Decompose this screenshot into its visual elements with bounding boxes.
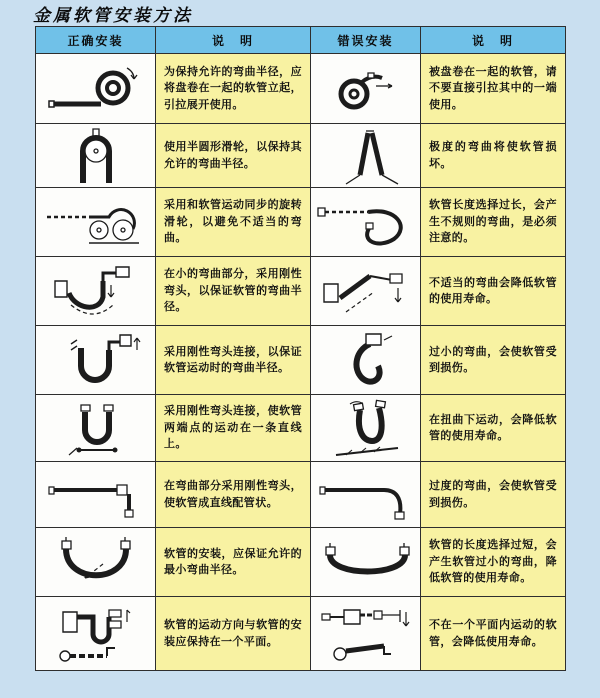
wrong-illustration-cell	[311, 54, 421, 124]
correct-illustration-cell	[36, 54, 156, 124]
correct-description: 为保持允许的弯曲半径，应将盘卷在一起的软管立起，引拉展开使用。	[156, 54, 311, 124]
semicircular-pulley-icon	[41, 127, 151, 185]
coil-pulled-by-one-end-icon	[316, 60, 416, 118]
wrong-illustration-cell	[311, 597, 421, 671]
correct-description: 软管的运动方向与软管的安装应保持在一个平面。	[156, 597, 311, 671]
wrong-description: 不在一个平面内运动的软管，会降低使用寿命。	[421, 597, 566, 671]
out-of-plane-motion-icon	[316, 602, 416, 666]
table-row	[36, 257, 566, 326]
header-correct-install: 正确安装	[36, 27, 156, 54]
rigid-elbow-connection-u-icon	[41, 330, 151, 390]
correct-illustration-cell	[36, 326, 156, 395]
wrong-description: 极度的弯曲将使软管损坏。	[421, 124, 566, 188]
header-description-right: 说 明	[421, 27, 566, 54]
straight-piping-rigid-elbow-icon	[41, 466, 151, 524]
twisted-motion-u-bend-icon	[316, 398, 416, 458]
too-small-bend-hook-icon	[316, 330, 416, 390]
wrong-illustration-cell	[311, 395, 421, 462]
wrong-description: 软管的长度选择过短，会产生软管过小的弯曲，降低软管的使用寿命。	[421, 528, 566, 597]
wrong-illustration-cell	[311, 462, 421, 528]
page-title: 金属软管安装方法	[33, 6, 193, 25]
wrong-description: 在扭曲下运动，会降低软管的使用寿命。	[421, 395, 566, 462]
table-row	[36, 188, 566, 257]
wrong-illustration-cell	[311, 528, 421, 597]
table-row	[36, 462, 566, 528]
rigid-elbow-small-bend-icon	[41, 261, 151, 321]
synchronized-rotating-pulleys-icon	[41, 193, 151, 251]
excessive-droop-bend-icon	[316, 466, 416, 524]
correct-illustration-cell	[36, 462, 156, 528]
wrong-illustration-cell	[311, 188, 421, 257]
wrong-illustration-cell	[311, 257, 421, 326]
wrong-illustration-cell	[311, 124, 421, 188]
correct-illustration-cell	[36, 257, 156, 326]
table-row	[36, 395, 566, 462]
wrong-illustration-cell	[311, 326, 421, 395]
same-plane-motion-trap-icon	[41, 602, 151, 666]
extreme-sharp-bend-icon	[316, 127, 416, 185]
correct-description: 使用半圆形滑轮，以保持其允许的弯曲半径。	[156, 124, 311, 188]
too-short-hose-shallow-u-icon	[316, 533, 416, 591]
minimum-bend-radius-u-icon	[41, 532, 151, 592]
correct-description: 在弯曲部分采用刚性弯头，使软管成直线配管状。	[156, 462, 311, 528]
header-wrong-install: 错误安装	[311, 27, 421, 54]
improper-sharp-bend-icon	[316, 262, 416, 320]
correct-description: 在小的弯曲部分，采用刚性弯头，以保证软管的弯曲半径。	[156, 257, 311, 326]
coiled-hose-stood-up-icon	[41, 60, 151, 118]
correct-illustration-cell	[36, 597, 156, 671]
wrong-description: 过度的弯曲，会使软管受到损伤。	[421, 462, 566, 528]
correct-description: 软管的安装，应保证允许的最小弯曲半径。	[156, 528, 311, 597]
table-row	[36, 124, 566, 188]
wrong-description: 被盘卷在一起的软管，请不要直接引拉其中的一端使用。	[421, 54, 566, 124]
table-row	[36, 597, 566, 671]
correct-illustration-cell	[36, 188, 156, 257]
correct-illustration-cell	[36, 528, 156, 597]
table-row	[36, 326, 566, 395]
installation-table	[35, 26, 566, 671]
correct-illustration-cell	[36, 124, 156, 188]
table-row	[36, 54, 566, 124]
correct-description: 采用刚性弯头连接，以保证软管运动时的弯曲半径。	[156, 326, 311, 395]
header-description-left: 说 明	[156, 27, 311, 54]
correct-illustration-cell	[36, 395, 156, 462]
wrong-description: 软管长度选择过长，会产生不规则的弯曲，是必须注意的。	[421, 188, 566, 257]
correct-description: 采用和软管运动同步的旋转滑轮，以避免不适当的弯曲。	[156, 188, 311, 257]
wrong-description: 不适当的弯曲会降低软管的使用寿命。	[421, 257, 566, 326]
wrong-description: 过小的弯曲，会使软管受到损伤。	[421, 326, 566, 395]
inline-motion-u-bend-icon	[41, 398, 151, 458]
header-row	[36, 27, 566, 54]
table-row	[36, 528, 566, 597]
excess-length-irregular-bend-icon	[316, 193, 416, 251]
correct-description: 采用刚性弯头连接，使软管两端点的运动在一条直线上。	[156, 395, 311, 462]
